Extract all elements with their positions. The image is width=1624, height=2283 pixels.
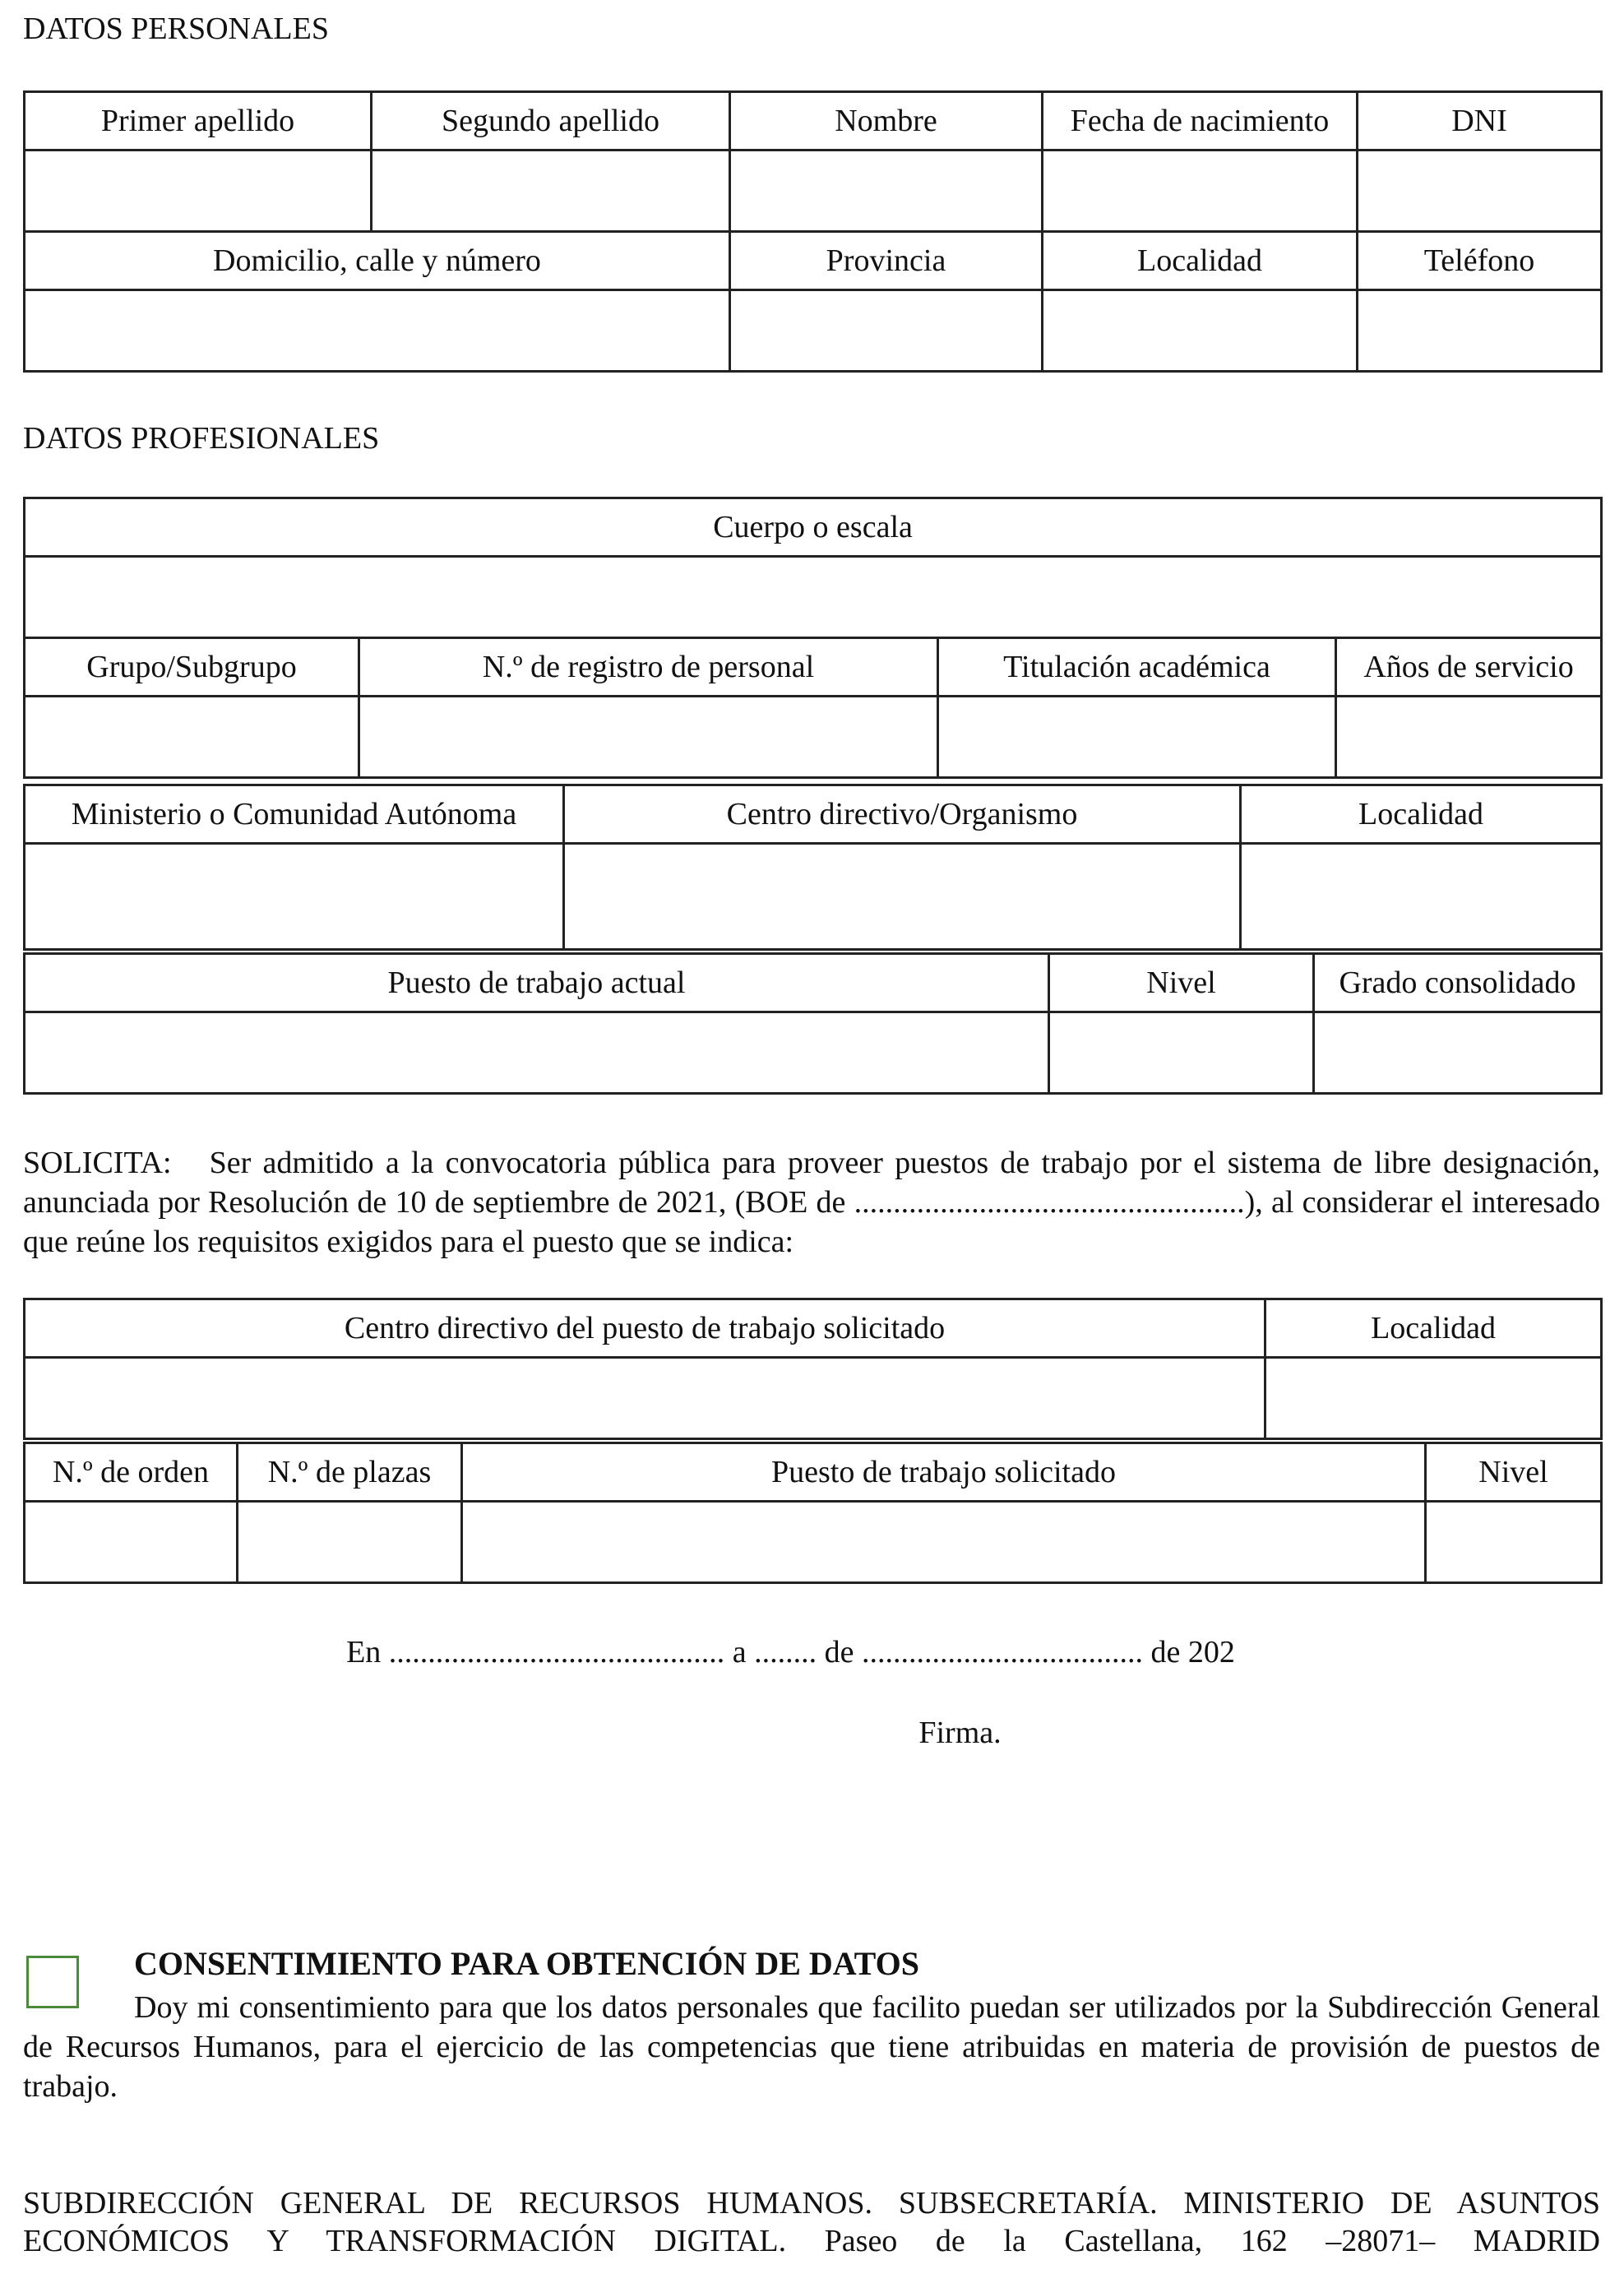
header-years-service: Años de servicio: [1336, 638, 1602, 697]
header-first-surname: Primer apellido: [25, 92, 372, 151]
header-birth-date: Fecha de nacimiento: [1043, 92, 1358, 151]
years-service-cell: [1336, 697, 1602, 778]
first-surname-input[interactable]: [25, 151, 370, 230]
request-label: SOLICITA:: [23, 1146, 172, 1180]
professional-position-table: [23, 952, 1603, 1095]
consolidated-grade-input[interactable]: [1315, 1013, 1600, 1092]
level-input[interactable]: [1050, 1013, 1312, 1092]
requested-position-detail-table: [23, 1442, 1603, 1584]
consent-title: CONSENTIMIENTO PARA OBTENCIÓN DE DATOS: [134, 1945, 919, 1982]
corps-input[interactable]: [25, 558, 1600, 637]
requested-level-input[interactable]: [1427, 1503, 1600, 1581]
level-cell: [1049, 1012, 1314, 1094]
header-corps: Cuerpo o escala: [25, 498, 1602, 557]
address-input[interactable]: [25, 291, 729, 370]
header-name: Nombre: [730, 92, 1043, 151]
positions-count-cell: [238, 1502, 462, 1583]
header-province: Provincia: [730, 232, 1043, 290]
header-order-number: N.º de orden: [25, 1443, 238, 1502]
header-dni: DNI: [1358, 92, 1602, 151]
professional-ministry-table: [23, 784, 1603, 951]
header-pro-locality: Localidad: [1241, 785, 1602, 844]
pro-locality-input[interactable]: [1242, 845, 1600, 948]
phone-input[interactable]: [1358, 291, 1600, 370]
requested-position-cell: [462, 1502, 1426, 1583]
footer-address: SUBDIRECCIÓN GENERAL DE RECURSOS HUMANOS. SUBSECRETARÍA. MINISTERIO DE ASUNTOS ECONÓMICOS Y TRANSFORMACIÓN DIGITAL. Paseo de la Castellana, 162 –28071– MADRID: [23, 2186, 1600, 2258]
second-surname-input[interactable]: [372, 151, 729, 230]
registry-number-input[interactable]: [360, 697, 937, 776]
requested-position-table: [23, 1298, 1603, 1440]
requested-position-input[interactable]: [463, 1503, 1424, 1581]
positions-count-input[interactable]: [238, 1503, 460, 1581]
request-text: Ser admitido a la convocatoria pública para proveer puestos de trabajo por el sistema de libre designación, anunciada por Resolución de 10 de septiembre de 2021, (BOE de ..................................................), al considerar el interesado que reúne los requisitos exigidos para el puesto que se indica:: [23, 1146, 1600, 1259]
header-address: Domicilio, calle y número: [25, 232, 730, 290]
professional-data-heading: DATOS PROFESIONALES: [23, 421, 380, 456]
requested-level-cell: [1426, 1502, 1602, 1583]
academic-degree-cell: [938, 697, 1336, 778]
locality-input[interactable]: [1043, 291, 1356, 370]
directorate-cell: [564, 844, 1241, 950]
requested-directorate-input[interactable]: [25, 1359, 1264, 1438]
header-locality: Localidad: [1043, 232, 1358, 290]
header-consolidated-grade: Grado consolidado: [1314, 954, 1602, 1012]
consent-text: Doy mi consentimiento para que los datos personales que facilito puedan ser utilizados por la Subdirección General de Recursos Humanos, para el ejercicio de las competencias que tiene atribuidas en materia de provisión de puestos de trabajo.: [23, 1990, 1600, 2104]
phone-cell: [1358, 290, 1602, 372]
group-input[interactable]: [25, 697, 358, 776]
header-second-surname: Segundo apellido: [372, 92, 730, 151]
header-requested-directorate: Centro directivo del puesto de trabajo solicitado: [25, 1299, 1265, 1358]
corps-cell: [25, 557, 1602, 638]
current-position-cell: [25, 1012, 1049, 1094]
ministry-cell: [25, 844, 564, 950]
group-cell: [25, 697, 359, 778]
date-line: En ........................................... a ........ de .................................... de 202: [346, 1635, 1235, 1669]
birth-date-input[interactable]: [1043, 151, 1356, 230]
province-cell: [730, 290, 1043, 372]
personal-data-heading: DATOS PERSONALES: [23, 12, 329, 46]
requested-locality-input[interactable]: [1266, 1359, 1600, 1438]
header-positions-count: N.º de plazas: [238, 1443, 462, 1502]
order-number-input[interactable]: [25, 1503, 236, 1581]
header-current-position: Puesto de trabajo actual: [25, 954, 1049, 1012]
name-input[interactable]: [731, 151, 1041, 230]
signature-label: Firma.: [918, 1716, 1002, 1750]
registry-number-cell: [359, 697, 938, 778]
first-surname-cell: [25, 151, 372, 232]
header-academic-degree: Titulación académica: [938, 638, 1336, 697]
current-position-input[interactable]: [25, 1013, 1048, 1092]
name-cell: [730, 151, 1043, 232]
years-service-input[interactable]: [1337, 697, 1600, 776]
header-requested-position: Puesto de trabajo solicitado: [462, 1443, 1426, 1502]
directorate-input[interactable]: [565, 845, 1239, 948]
header-requested-locality: Localidad: [1265, 1299, 1602, 1358]
ministry-input[interactable]: [25, 845, 562, 948]
header-ministry: Ministerio o Comunidad Autónoma: [25, 785, 564, 844]
order-number-cell: [25, 1502, 238, 1583]
second-surname-cell: [372, 151, 730, 232]
locality-cell: [1043, 290, 1358, 372]
academic-degree-input[interactable]: [939, 697, 1335, 776]
address-cell: [25, 290, 730, 372]
header-phone: Teléfono: [1358, 232, 1602, 290]
header-level: Nivel: [1049, 954, 1314, 1012]
birth-date-cell: [1043, 151, 1358, 232]
requested-directorate-cell: [25, 1358, 1265, 1439]
province-input[interactable]: [731, 291, 1041, 370]
requested-locality-cell: [1265, 1358, 1602, 1439]
professional-data-table: [23, 497, 1603, 779]
header-requested-level: Nivel: [1426, 1443, 1602, 1502]
header-group: Grupo/Subgrupo: [25, 638, 359, 697]
personal-data-table: [23, 90, 1603, 373]
pro-locality-cell: [1241, 844, 1602, 950]
header-registry-number: N.º de registro de personal: [359, 638, 938, 697]
request-paragraph: [23, 1143, 1600, 1262]
dni-input[interactable]: [1358, 151, 1600, 230]
header-directorate: Centro directivo/Organismo: [564, 785, 1241, 844]
consolidated-grade-cell: [1314, 1012, 1602, 1094]
dni-cell: [1358, 151, 1602, 232]
